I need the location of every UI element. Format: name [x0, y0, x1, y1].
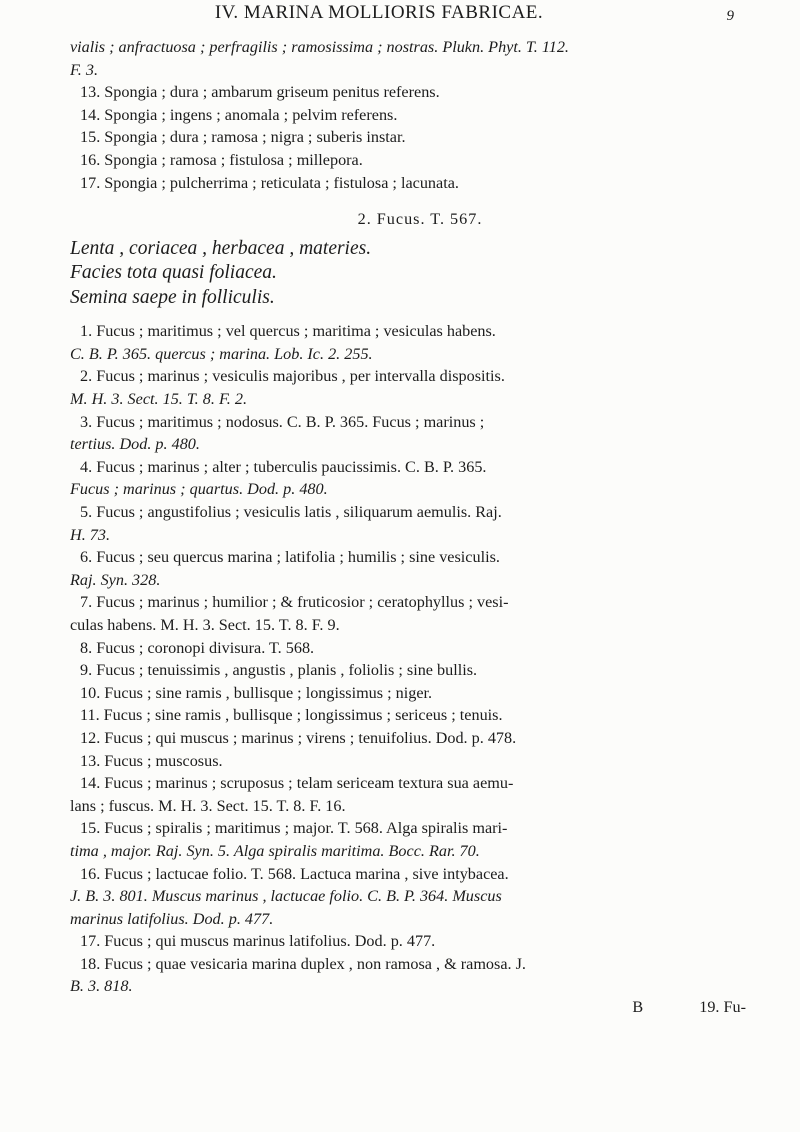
- text-line: J. B. 3. 801. Muscus marinus , lactucae folio. C. B. P. 364. Muscus: [70, 887, 502, 906]
- text-line: F. 3.: [70, 60, 99, 79]
- text-line: culas habens. M. H. 3. Sect. 15. T. 8. F. 9.: [70, 615, 340, 634]
- signature-mark: B: [632, 998, 644, 1017]
- entry-line: 10. Fucus ; sine ramis , bullisque ; longissimus ; niger.: [80, 683, 433, 702]
- text-line: C. B. P. 365. quercus ; marina. Lob. Ic. 2. 255.: [70, 344, 373, 363]
- text-line: H. 73.: [70, 525, 111, 544]
- section-heading: 2. Fucus. T. 567.: [357, 210, 483, 229]
- text-line: B. 3. 818.: [70, 977, 133, 996]
- entry-line: 16. Fucus ; lactucae folio. T. 568. Lactuca marina , sive intybacea.: [80, 864, 509, 883]
- entry-line: 12. Fucus ; qui muscus ; marinus ; virens ; tenuifolius. Dod. p. 478.: [80, 728, 517, 747]
- entry-line: 8. Fucus ; coronopi divisura. T. 568.: [80, 638, 315, 657]
- text-line: tertius. Dod. p. 480.: [70, 435, 200, 454]
- page-footer: [70, 996, 760, 1019]
- entry-line: 18. Fucus ; quae vesicaria marina duplex , non ramosa , & ramosa. J.: [80, 954, 526, 973]
- genus-character: Facies tota quasi foliacea.: [70, 262, 277, 284]
- genus-character: Semina saepe in folliculis.: [70, 286, 275, 308]
- catchword: 19. Fu-: [699, 998, 746, 1017]
- entry-line: 17. Spongia ; pulcherrima ; reticulata ; fistulosa ; lacunata.: [80, 173, 459, 192]
- entry-line: 2. Fucus ; marinus ; vesiculis majoribus , per intervalla dispositis.: [80, 367, 505, 386]
- entry-line: 13. Spongia ; dura ; ambarum griseum penitus referens.: [80, 83, 440, 102]
- text-line: marinus latifolius. Dod. p. 477.: [70, 909, 274, 928]
- entry-line: 7. Fucus ; marinus ; humilior ; & fruticosior ; ceratophyllus ; vesi-: [80, 593, 509, 612]
- entry-line: 16. Spongia ; ramosa ; fistulosa ; millepora.: [80, 150, 363, 169]
- text-line: Raj. Syn. 328.: [70, 570, 161, 589]
- spacer: [70, 310, 760, 320]
- entry-line: 13. Fucus ; muscosus.: [80, 751, 223, 770]
- entry-line: 6. Fucus ; seu quercus marina ; latifolia ; humilis ; sine vesiculis.: [80, 548, 500, 567]
- entry-line: 4. Fucus ; marinus ; alter ; tuberculis paucissimis. C. B. P. 365.: [80, 457, 487, 476]
- genus-character: Lenta , coriacea , herbacea , materies.: [70, 237, 372, 259]
- text-line: M. H. 3. Sect. 15. T. 8. F. 2.: [70, 390, 248, 409]
- entry-line: 15. Fucus ; spiralis ; maritimus ; major. T. 568. Alga spiralis mari-: [80, 819, 508, 838]
- entry-line: 11. Fucus ; sine ramis , bullisque ; longissimus ; sericeus ; tenuis.: [80, 706, 503, 725]
- entry-line: 15. Spongia ; dura ; ramosa ; nigra ; suberis instar.: [80, 128, 406, 147]
- entry-line: 3. Fucus ; maritimus ; nodosus. C. B. P. 365. Fucus ; marinus ;: [80, 412, 485, 431]
- running-title: IV. MARINA MOLLIORIS FABRICAE.: [214, 2, 544, 23]
- text-line: tima , major. Raj. Syn. 5. Alga spiralis maritima. Bocc. Rar. 70.: [70, 841, 480, 860]
- text-line: Fucus ; marinus ; quartus. Dod. p. 480.: [70, 480, 328, 499]
- page-number: 9: [726, 8, 734, 24]
- text-line: vialis ; anfractuosa ; perfragilis ; ramosissima ; nostras. Plukn. Phyt. T. 112.: [70, 38, 569, 56]
- entry-line: 1. Fucus ; maritimus ; vel quercus ; maritima ; vesiculas habens.: [80, 322, 496, 341]
- entry-line: 9. Fucus ; tenuissimis , angustis , planis , foliolis ; sine bullis.: [80, 661, 478, 680]
- entry-line: 14. Fucus ; marinus ; scruposus ; telam sericeam textura sua aemu-: [80, 774, 514, 793]
- entry-line: 14. Spongia ; ingens ; anomala ; pelvim referens.: [80, 105, 398, 124]
- text-line: lans ; fuscus. M. H. 3. Sect. 15. T. 8. F. 16.: [70, 796, 346, 815]
- entry-line: 17. Fucus ; qui muscus marinus latifolius. Dod. p. 477.: [80, 932, 436, 951]
- page-text: [70, 36, 760, 1019]
- entry-line: 5. Fucus ; angustifolius ; vesiculis latis , siliquarum aemulis. Raj.: [80, 503, 502, 521]
